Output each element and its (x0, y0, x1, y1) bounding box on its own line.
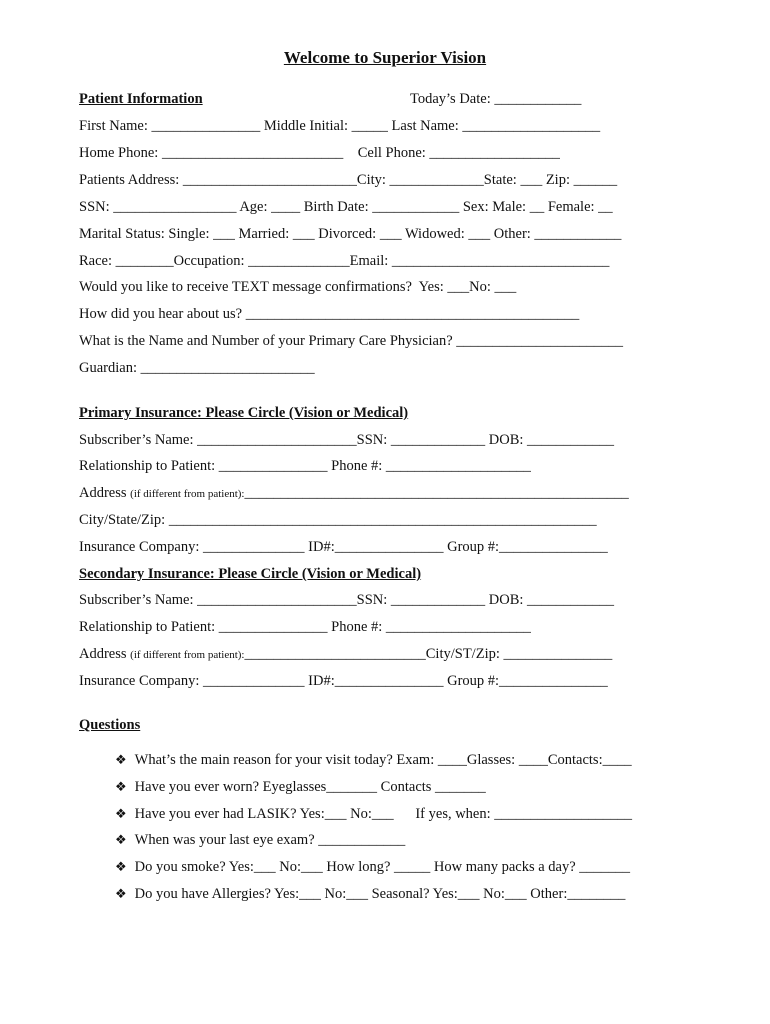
secondary-address-label: Address (79, 646, 131, 662)
primary-insurance-company-fields[interactable]: Insurance Company: ______________ ID#:_______________ Group #:_______________ (79, 539, 608, 555)
primary-insurance-heading: Primary Insurance: Please Circle (Vision or Medical) (79, 405, 409, 421)
diamond-bullet-icon: ❖ (115, 860, 127, 875)
secondary-relationship-fields[interactable]: Relationship to Patient: _______________ Phone #: ____________________ (79, 619, 531, 635)
guardian-field[interactable]: Guardian: ________________________ (79, 360, 315, 376)
primary-address-field[interactable] (79, 484, 629, 503)
primary-address-note: (if different from patient): (130, 488, 245, 500)
question-visit-reason[interactable] (115, 751, 632, 770)
question-allergies[interactable] (115, 885, 625, 904)
referral-source-field[interactable]: How did you hear about us? ______________________________________________ (79, 306, 580, 322)
diamond-bullet-icon: ❖ (115, 780, 127, 795)
questions-heading: Questions (79, 717, 141, 733)
marital-status-fields[interactable]: Marital Status: Single: ___ Married: ___ Divorced: ___ Widowed: ___ Other: ____________ (79, 226, 622, 242)
secondary-address-note: (if different from patient): (130, 649, 245, 661)
primary-relationship-fields[interactable]: Relationship to Patient: _______________ Phone #: ____________________ (79, 458, 531, 474)
primary-physician-field[interactable]: What is the Name and Number of your Primary Care Physician? _______________________ (79, 333, 624, 349)
secondary-subscriber-fields[interactable]: Subscriber’s Name: ______________________SSN: _____________ DOB: ____________ (79, 592, 615, 608)
address-fields[interactable]: Patients Address: ________________________City: _____________State: ___ Zip: ______ (79, 172, 618, 188)
text-confirmation-field[interactable]: Would you like to receive TEXT message confirmations? Yes: ___No: ___ (79, 279, 517, 295)
question-worn-eyewear[interactable] (115, 778, 486, 797)
ssn-age-birth-sex-fields[interactable]: SSN: _________________ Age: ____ Birth Date: ____________ Sex: Male: __ Female: __ (79, 199, 613, 215)
question-last-exam[interactable] (115, 831, 405, 850)
primary-address-blank[interactable]: _____________________________________________________ (244, 485, 629, 501)
secondary-address-field[interactable] (79, 645, 612, 664)
question-smoking[interactable] (115, 858, 630, 877)
form-title: Welcome to Superior Vision (283, 48, 487, 67)
diamond-bullet-icon: ❖ (115, 833, 127, 848)
todays-date-field[interactable]: Today’s Date: ____________ (410, 91, 582, 107)
question-lasik[interactable] (115, 805, 632, 824)
primary-city-state-zip-field[interactable]: City/State/Zip: ___________________________________________________________ (79, 512, 597, 528)
question-text[interactable]: Do you have Allergies? Yes:___ No:___ Seasonal? Yes:___ No:___ Other:________ (134, 886, 626, 902)
secondary-insurance-heading: Secondary Insurance: Please Circle (Vision or Medical) (79, 566, 422, 582)
diamond-bullet-icon: ❖ (115, 807, 127, 822)
question-text[interactable]: When was your last eye exam? ____________ (134, 832, 406, 848)
race-occupation-email-fields[interactable]: Race: ________Occupation: ______________Email: ______________________________ (79, 253, 610, 269)
secondary-address-blank[interactable]: _________________________City/ST/Zip: _______________ (244, 646, 613, 662)
primary-address-label: Address (79, 485, 131, 501)
question-text[interactable]: What’s the main reason for your visit today? Exam: ____Glasses: ____Contacts:____ (134, 752, 632, 768)
phone-fields[interactable]: Home Phone: _________________________ Cell Phone: __________________ (79, 145, 560, 161)
question-text[interactable]: Have you ever worn? Eyeglasses_______ Contacts _______ (134, 779, 486, 795)
patient-info-heading: Patient Information (79, 91, 203, 107)
question-text[interactable]: Have you ever had LASIK? Yes:___ No:___ If yes, when: ___________________ (134, 806, 633, 822)
question-text[interactable]: Do you smoke? Yes:___ No:___ How long? _____ How many packs a day? _______ (134, 859, 631, 875)
diamond-bullet-icon: ❖ (115, 887, 127, 902)
primary-subscriber-fields[interactable]: Subscriber’s Name: ______________________SSN: _____________ DOB: ____________ (79, 432, 615, 448)
name-fields[interactable]: First Name: _______________ Middle Initial: _____ Last Name: ___________________ (79, 118, 601, 134)
diamond-bullet-icon: ❖ (115, 753, 127, 768)
secondary-insurance-company-fields[interactable]: Insurance Company: ______________ ID#:_______________ Group #:_______________ (79, 673, 608, 689)
